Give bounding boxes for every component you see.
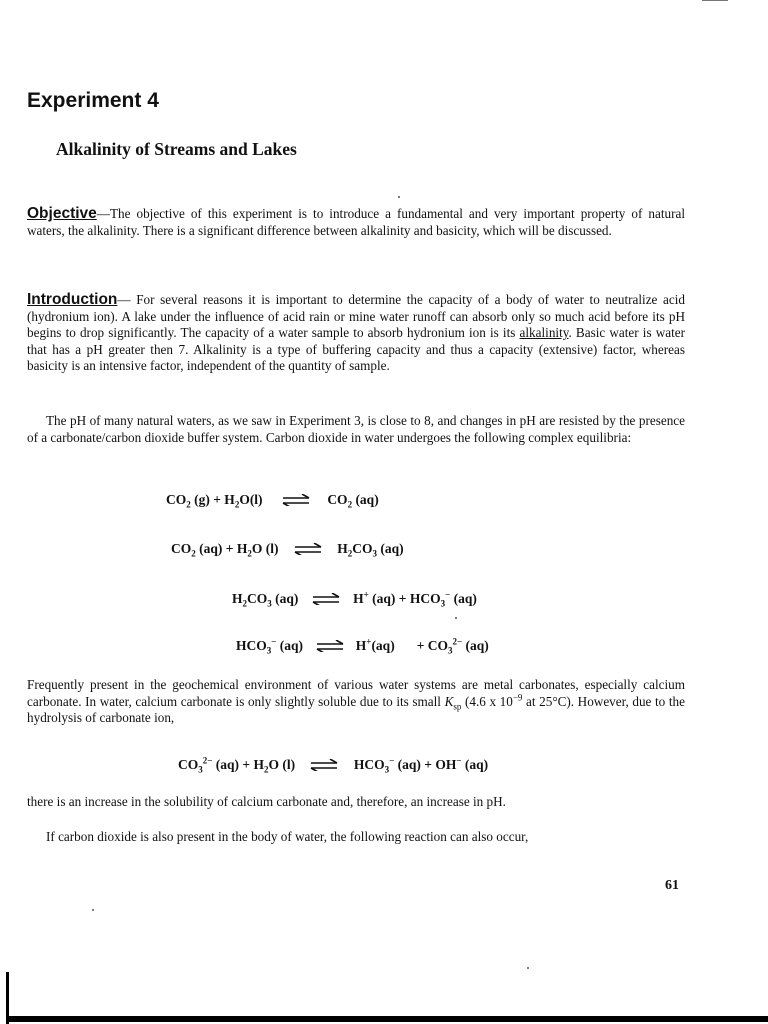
equilibrium-arrow-icon	[308, 757, 340, 773]
equation-3: $H_2CO_3$ (aq) H+ $(aq) + HCO_3^-$ (aq)	[232, 589, 477, 609]
objective-paragraph	[27, 206, 685, 239]
solubility-paragraph: there is an increase in the solubility of calcium carbonate and, therefore, an increase in pH.	[27, 794, 506, 809]
alkalinity-term: alkalinity	[519, 325, 569, 341]
equation-4: $HCO_3^-$ (aq) $H^+(aq) + CO_3^{2-}$ (aq)	[236, 636, 489, 656]
equation-1: $CO_2$ $(g) + H_2O(l)$ $CO_2$ (aq)	[166, 492, 379, 510]
ph-paragraph: The pH of many natural waters, as we saw in Experiment 3, is close to 8, and changes in pH are resisted by the presence of a carbonate/carbon dioxide buffer system. Carbon dioxide in water undergoes the following complex equilibria:	[27, 413, 685, 445]
equilibrium-arrow-icon	[314, 638, 346, 654]
page-subtitle: Alkalinity of Streams and Lakes	[56, 139, 297, 159]
equilibrium-arrow-icon	[292, 541, 324, 557]
equation-5: $CO_3^{2-}$ $(aq) + H_2O$ (l) $HCO_3^-$ (aq) + OH− (aq)	[178, 755, 489, 775]
equilibrium-arrow-icon	[310, 591, 342, 607]
introduction-text-1: — For several reasons it is important to determine the capacity of a body of water to neutralize acid (hydronium ion). A lake under the influence of acid rain or mine water runoff can absorb only so much acid before its pH begins to drop significantly. The capacity of a water sample to absorb hydronium ion is its	[27, 292, 685, 341]
objective-heading: Objective	[27, 205, 97, 222]
introduction-paragraph	[27, 292, 685, 375]
scan-speck	[455, 617, 457, 619]
carbonates-paragraph: Frequently present in the geochemical environment of various water systems are metal carbonates, especially calcium carbonate. In water, calcium carbonate is only slightly soluble due to its small $K_{sp}$ (4.6 x $10^{-9}$ at 25°C). However, due to the hydrolysis of carbonate ion,	[27, 677, 685, 726]
co2-paragraph: If carbon dioxide is also present in the body of water, the following reaction can also occur,	[46, 829, 529, 844]
objective-text: —The objective of this experiment is to introduce a fundamental and very important property of natural waters, the alkalinity. There is a significant difference between alkalinity and basicity, which will be discussed.	[27, 206, 685, 238]
page-number: 61	[665, 878, 679, 893]
equilibrium-arrow-icon	[280, 492, 312, 508]
scan-mark-top	[702, 0, 728, 1]
scan-speck	[398, 196, 400, 198]
introduction-text-2: . Basic water is water that has a pH greater then 7. Alkalinity is a type of buffering capacity and thus a capacity (extensive) factor, whereas basicity is an intensive factor, independent of the quantity of sample.	[27, 325, 686, 374]
equation-2: $CO_2$ $(aq) + H_2O$ (l) $H_2CO_3$ (aq)	[171, 541, 404, 559]
scan-edge-bottom	[6, 1016, 768, 1022]
scan-speck	[527, 967, 529, 969]
scan-speck	[92, 909, 94, 911]
page-title: Experiment 4	[27, 89, 159, 112]
introduction-heading: Introduction	[27, 291, 118, 308]
